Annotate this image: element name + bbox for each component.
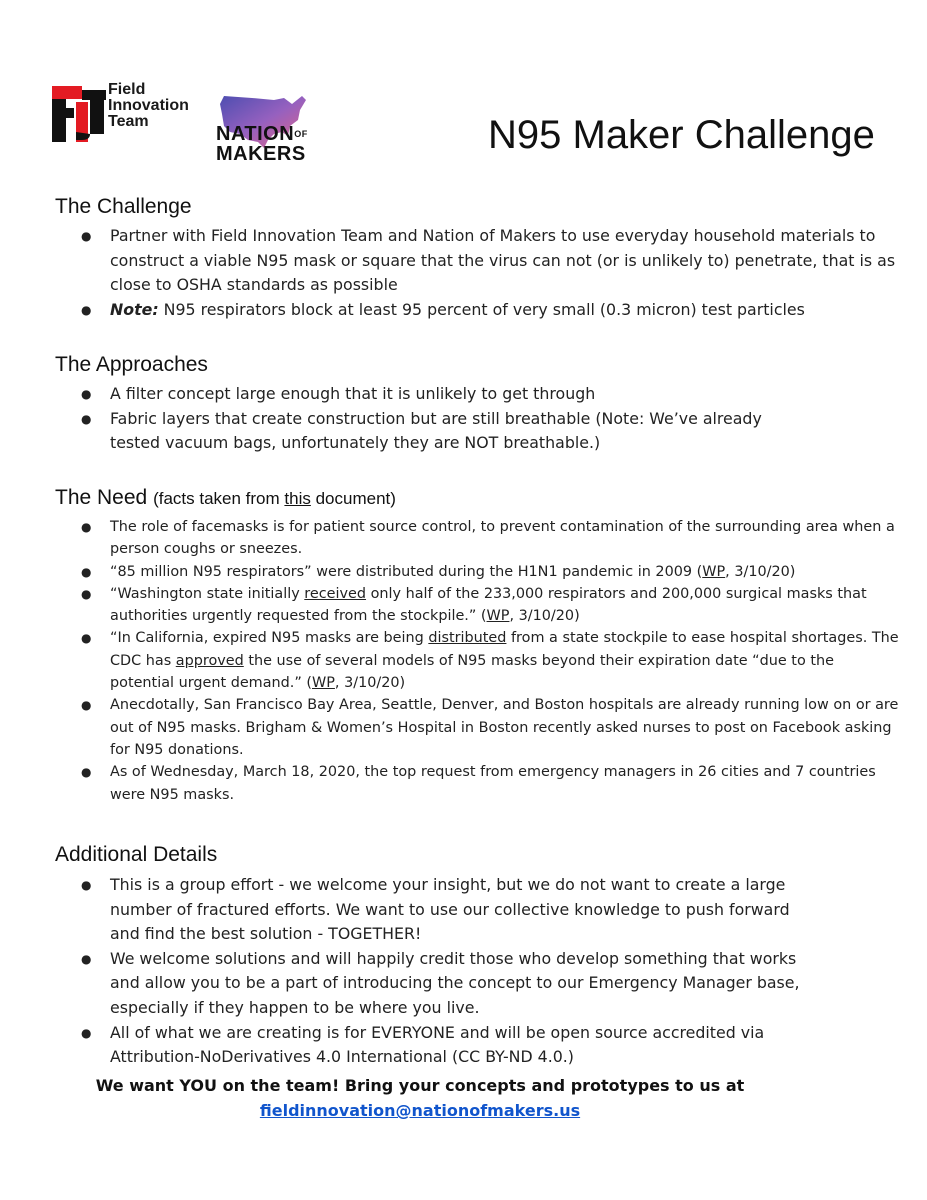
wp-link[interactable]: WP (312, 675, 335, 692)
item-text: from a state stockpile to ease hospital shortages. The CDC has (110, 630, 899, 669)
list-item: ● Partner with Field Innovation Team and Nation of Makers to use everyday household materials to construct a viable N95 mask or square that the virus can not (or is unlikely to) penetrate, that is as close to OSHA standards as possible (55, 224, 895, 298)
list-item: ● The role of facemasks is for patient source control, to prevent contamination of the surrounding area when a person coughs or sneezes. (55, 516, 899, 561)
section-heading: Additional Details (55, 843, 218, 866)
item-text: “Washington state initially (110, 585, 305, 602)
list-item (55, 583, 899, 628)
item-text: , 3/10/20) (334, 675, 406, 692)
section-heading: The Challenge (55, 195, 192, 218)
item-text: only half of the 233,000 respirators and 200,000 surgical masks that authorities urgently requested from the stockpile.” ( (110, 585, 867, 625)
fit-logo-line: Innovation (108, 97, 189, 114)
section-heading (55, 486, 899, 510)
list-item: ● We welcome solutions and will happily credit those who develop something that works and allow you to be a part of introducing the concept to our Emergency Manager base, especially if they happen to be where you live. (55, 947, 800, 1021)
need-subtitle: document) (310, 489, 396, 508)
need-section (55, 486, 899, 806)
fit-logo-text (108, 82, 189, 130)
nation-of-makers-logo (216, 124, 306, 164)
list-item: ● This is a group effort - we welcome your insight, but we do not want to create a large number of fractured efforts. We want to use our collective knowledge to push forward and find the best solution - TOGETHER! (55, 873, 800, 947)
section-heading: The Approaches (55, 353, 208, 376)
email-link[interactable]: fieldinnovation@nationofmakers.us (259, 1101, 581, 1120)
nom-logo-line: NATION (216, 123, 295, 145)
challenge-section (55, 195, 895, 322)
nom-logo-line: MAKERS (216, 143, 306, 165)
item-text: , 3/10/20) (509, 608, 580, 625)
list-item (55, 561, 899, 583)
item-text: “85 million N95 respirators” were distributed during the H1N1 pandemic in 2009 ( (110, 563, 703, 580)
list-item: ● All of what we are creating is for EVERYONE and will be open source accredited via Attribution-NoDerivatives 4.0 International (CC BY-ND 4.0.) (55, 1021, 800, 1070)
nom-logo-of: OF (294, 129, 308, 140)
item-text: “In California, expired N95 masks are being (110, 630, 429, 647)
call-to-action: We want YOU on the team! Bring your concepts and prototypes to us at (95, 1076, 745, 1095)
item-text: , 3/10/20) (725, 563, 796, 580)
approved-link[interactable]: approved (175, 652, 244, 669)
fit-logo-line: Field (108, 81, 146, 98)
item-text: the use of several models of N95 masks beyond their expiration date “due to the potential urgent demand.” ( (110, 652, 834, 692)
source-link[interactable]: this (284, 489, 311, 508)
list-item (55, 627, 899, 694)
received-link[interactable]: received (304, 585, 367, 602)
need-heading-text: The Need (55, 486, 148, 509)
note-label: Note: (110, 299, 159, 319)
approaches-section (55, 353, 762, 456)
wp-link[interactable]: WP (702, 563, 726, 580)
need-subtitle: (facts taken from (153, 489, 285, 508)
list-item: ● A filter concept large enough that it is unlikely to get through (55, 382, 762, 407)
list-item: ● Fabric layers that create construction but are still breathable (Note: We’ve already tested vacuum bags, unfortunately they are NOT breathable.) (55, 407, 762, 456)
note-text: N95 respirators block at least 95 percent of very small (0.3 micron) test particles (158, 299, 805, 319)
list-item: ● Anecdotally, San Francisco Bay Area, Seattle, Denver, and Boston hospitals are already running low on or are out of N95 masks. Brigham & Women’s Hospital in Boston recently asked nurses to post on Facebook asking for N95 donations. (55, 694, 899, 761)
details-section (55, 843, 800, 1070)
page-title: N95 Maker Challenge (488, 113, 875, 157)
fit-logo-line: Team (108, 113, 149, 130)
list-item (55, 298, 895, 323)
wp-link[interactable]: WP (486, 608, 510, 625)
list-item: ● As of Wednesday, March 18, 2020, the top request from emergency managers in 26 cities and 7 countries were N95 masks. (55, 761, 899, 806)
distributed-link[interactable]: distributed (428, 630, 507, 647)
